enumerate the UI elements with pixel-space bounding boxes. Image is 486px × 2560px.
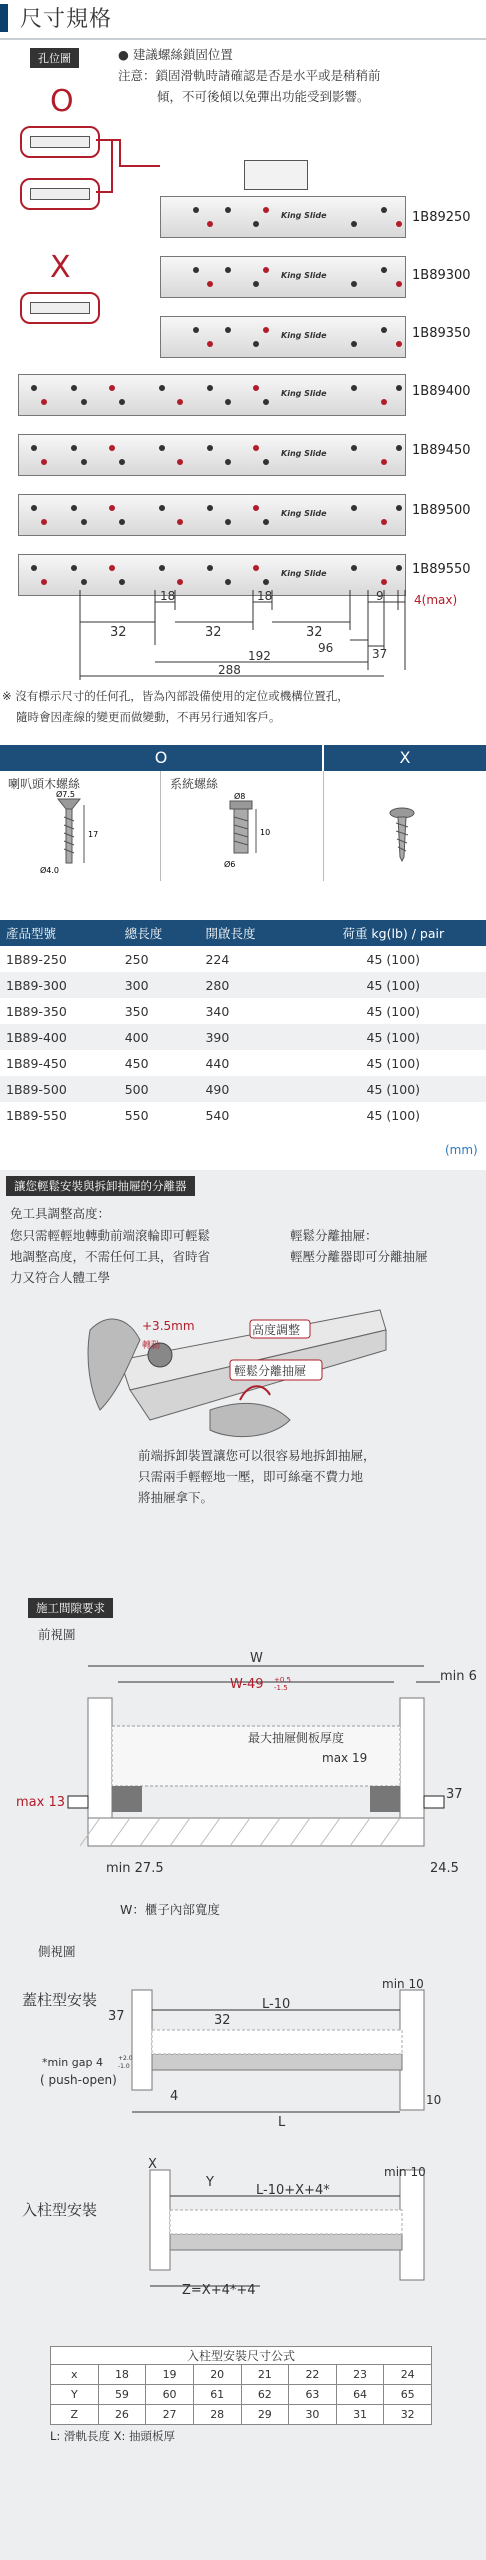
s2-diameter: Ø8: [234, 792, 246, 801]
slide-rail-5: [18, 434, 406, 476]
formula-cell: 27: [146, 2405, 194, 2425]
spec-cell: 45 (100): [366, 1107, 421, 1123]
mount-hole: [159, 385, 165, 391]
mount-hole: [71, 565, 77, 571]
mount-hole: [31, 385, 37, 391]
mount-hole: [109, 445, 115, 451]
dim-32b: 32: [205, 625, 222, 640]
mount-hole: [177, 459, 183, 465]
install-para-line3: 將抽屜拿下。: [138, 1490, 214, 1505]
mount-hole: [159, 505, 165, 511]
formula-title: 入柱型安裝尺寸公式: [50, 2346, 432, 2366]
install-col1-line2: 地調整高度，不需任何工具，省時省: [10, 1249, 211, 1264]
screw-wood-label: 喇叭頭木螺絲: [8, 777, 81, 791]
callout-rotate: 轉動: [142, 1341, 161, 1351]
footnote-line1: ※ 沒有標示尺寸的任何孔，皆為內部設備使用的定位或機構位置孔，: [2, 689, 349, 703]
spec-cell: 280: [199, 972, 300, 998]
spec-cell: 540: [205, 1107, 230, 1123]
spec-cell: 1B89-400: [0, 1024, 119, 1050]
spec-cell: 340: [205, 1003, 230, 1019]
mount-hole: [119, 459, 125, 465]
dim-max13: max 13: [16, 1795, 65, 1810]
slide-brand-label: King Slide: [281, 271, 327, 280]
spec-cell: 45 (100): [366, 1055, 421, 1071]
dim-min10b: min 10: [384, 2165, 426, 2179]
mount-hole: [381, 207, 387, 213]
spec-cell: 300: [119, 972, 200, 998]
mount-hole: [71, 445, 77, 451]
gap-sub: -1.0: [118, 2063, 130, 2070]
dim-10: 10: [426, 2093, 442, 2107]
mount-hole: [396, 505, 402, 511]
spec-row: [0, 1024, 486, 1050]
mount-hole: [263, 267, 269, 273]
model-label-2: 1B89300: [412, 268, 471, 283]
formula-cell: 30: [289, 2405, 337, 2425]
mount-hole: [109, 385, 115, 391]
mount-hole: [351, 505, 357, 511]
formula-cell: 31: [336, 2405, 384, 2425]
formula-cell: 19: [146, 2365, 194, 2385]
inset-install-title: 入柱型安裝: [22, 2201, 98, 2219]
mount-hole: [253, 565, 259, 571]
front-view-diagram: [0, 1646, 486, 1886]
mount-hole: [159, 565, 165, 571]
mount-hole: [119, 579, 125, 585]
install-col2-title: 輕鬆分離抽屜：: [290, 1228, 378, 1243]
unit-label: (mm): [445, 1143, 478, 1157]
formula-cell: 28: [193, 2405, 241, 2425]
dim-Y: Y: [206, 2175, 214, 2190]
install-col1-line1: 您只需輕輕地轉動前端滾輪即可輕鬆: [10, 1228, 211, 1243]
slide-brand-label: King Slide: [281, 509, 327, 518]
mount-hole: [159, 445, 165, 451]
spec-cell: 45 (100): [366, 951, 421, 967]
formula-cell: 24: [384, 2365, 432, 2385]
pan-screw-icon: [380, 805, 430, 865]
spec-row: [0, 998, 486, 1024]
dim-min6: min 6: [440, 1669, 477, 1684]
formula-table: [50, 2364, 432, 2425]
dim-37: 37: [372, 647, 388, 661]
formula-row: [51, 2365, 432, 2385]
dim-min10a: min 10: [382, 1977, 424, 1991]
s2-length: 10: [260, 828, 271, 837]
mount-hole: [381, 459, 387, 465]
mount-hole: [177, 399, 183, 405]
dim-96: 96: [318, 641, 334, 655]
formula-cell: 23: [336, 2365, 384, 2385]
mount-hole: [109, 565, 115, 571]
mount-hole: [381, 579, 387, 585]
spec-cell: 550: [124, 1107, 149, 1123]
spec-cell: 45 (100): [301, 1076, 486, 1102]
formula-cell: 29: [241, 2405, 289, 2425]
caution-line2: 傾，不可後傾以免彈出功能受到影響。: [157, 89, 370, 104]
mount-hole: [119, 399, 125, 405]
mount-hole: [207, 565, 213, 571]
mount-hole: [263, 579, 269, 585]
mount-hole: [253, 221, 259, 227]
mount-hole: [225, 267, 231, 273]
spec-cell: 224: [205, 951, 230, 967]
mount-hole: [253, 385, 259, 391]
page-title: 尺寸規格: [20, 7, 113, 32]
mount-hole: [381, 399, 387, 405]
mount-hole: [225, 327, 231, 333]
s1-shank: Ø4.0: [40, 866, 60, 875]
hole-diagram-tag: 孔位圖: [30, 48, 79, 68]
mount-hole: [263, 519, 269, 525]
slide-rail-1: [160, 196, 406, 238]
mount-hole: [109, 505, 115, 511]
mount-hole: [41, 579, 47, 585]
bullet-text: 建議螺絲鎖固位置: [132, 47, 233, 62]
slide-brand-label: King Slide: [281, 211, 327, 220]
spec-cell: 45 (100): [301, 972, 486, 998]
mount-hole: [177, 579, 183, 585]
push-open: ( push-open): [40, 2073, 117, 2087]
mount-hole: [31, 445, 37, 451]
mount-hole: [396, 445, 402, 451]
slide-rail-3: [160, 316, 406, 358]
dimension-diagram: [0, 590, 486, 680]
construction-banner: 施工間隙要求: [28, 1598, 113, 1618]
spec-cell: 400: [119, 1024, 200, 1050]
formula-cell: 64: [336, 2385, 384, 2405]
dim-4max: 4(max): [414, 593, 458, 607]
dim-192: 192: [248, 649, 271, 663]
dim-32a: 32: [110, 625, 127, 640]
screw-col-ok: O: [0, 745, 322, 771]
caution-line1: 鎖固滑軌時請確認是否是水平或是稍稍前: [155, 68, 381, 83]
spec-row: [0, 972, 486, 998]
formula-row: [51, 2385, 432, 2405]
model-label-7: 1B89550: [412, 562, 471, 577]
model-label-5: 1B89450: [412, 443, 471, 458]
spec-row: [0, 946, 486, 972]
mount-hole: [177, 519, 183, 525]
callout-height: 高度調整: [252, 1323, 301, 1337]
slide-rail-4: [18, 374, 406, 416]
mount-hole: [71, 505, 77, 511]
mount-hole: [396, 385, 402, 391]
footnote-line2: 隨時會因產線的變更而做變動，不再另行通知客戶。: [16, 710, 281, 724]
spec-cell: 500: [119, 1076, 200, 1102]
mount-hole: [351, 281, 357, 287]
spec-row: [0, 1076, 486, 1102]
mount-hole: [253, 445, 259, 451]
w-description: W：櫃子內部寬度: [120, 1902, 220, 1917]
formula-cell: 61: [193, 2385, 241, 2405]
dim-L10: L-10: [262, 1997, 291, 2012]
dim-4: 4: [170, 2089, 179, 2104]
install-col1-line3: 力又符合人體工學: [10, 1270, 111, 1285]
recommended-screw-note: ● 建議螺絲鎖固位置: [118, 47, 233, 62]
formula-cell: 18: [98, 2365, 146, 2385]
spec-cell: 1B89-250: [6, 951, 67, 967]
mount-hole: [193, 327, 199, 333]
separator-illustration: [90, 1300, 390, 1440]
spec-h-load: 荷重 kg(lb) / pair: [301, 920, 486, 946]
inset-side-diagram: [0, 2157, 486, 2300]
mount-hole: [81, 459, 87, 465]
mount-hole: [193, 207, 199, 213]
slide-brand-label: King Slide: [281, 569, 327, 578]
s2-shank: Ø6: [224, 860, 236, 869]
mount-hole: [207, 505, 213, 511]
mount-hole: [351, 445, 357, 451]
dim-side-thickness: 最大抽屜側板厚度: [248, 1731, 345, 1745]
dim-min275: min 27.5: [106, 1861, 164, 1876]
mount-hole: [396, 221, 402, 227]
dim-18a: 18: [160, 589, 176, 603]
dim-W: W: [250, 1651, 263, 1666]
spec-row: [0, 1050, 486, 1076]
mount-hole: [207, 281, 213, 287]
ng-mark: X: [50, 250, 71, 285]
slide-brand-label: King Slide: [281, 449, 327, 458]
connector-lines: [0, 120, 180, 220]
model-label-3: 1B89350: [412, 326, 471, 341]
spec-cell: 490: [199, 1076, 300, 1102]
formula-cell: x: [51, 2365, 99, 2385]
spec-cell: 1B89-500: [0, 1076, 119, 1102]
title-accent-bar: [0, 4, 8, 32]
mount-hole: [41, 519, 47, 525]
mount-hole: [351, 221, 357, 227]
s1-length: 17: [88, 830, 99, 839]
dim-Zexpr: Z=X+4*+4: [182, 2283, 256, 2298]
spec-cell: 1B89-450: [6, 1055, 67, 1071]
install-col1-title: 免工具調整高度：: [10, 1206, 111, 1221]
callout-separate: 輕鬆分離抽屜: [234, 1364, 307, 1378]
dim-18b: 18: [257, 589, 273, 603]
page-header: [0, 0, 486, 40]
mount-hole: [193, 267, 199, 273]
formula-cell: 62: [241, 2385, 289, 2405]
mount-hole: [253, 341, 259, 347]
mount-hole: [263, 399, 269, 405]
mount-hole: [381, 519, 387, 525]
formula-cell: 63: [289, 2385, 337, 2405]
screw-col-ng: X: [324, 745, 486, 771]
formula-cell: Z: [51, 2405, 99, 2425]
dim-W49-sup: +0.5: [274, 1676, 291, 1684]
mount-hole: [225, 207, 231, 213]
formula-cell: 22: [289, 2365, 337, 2385]
dim-32c: 32: [306, 625, 323, 640]
mount-hole: [253, 281, 259, 287]
mount-hole: [253, 505, 259, 511]
mount-hole: [71, 385, 77, 391]
dim-Lexpr: L-10+X+4*: [256, 2183, 330, 2198]
mount-hole: [396, 341, 402, 347]
mount-hole: [263, 207, 269, 213]
side-view-title: 側視圖: [38, 1944, 76, 1959]
spec-header-row: [0, 920, 486, 946]
mount-hole: [41, 399, 47, 405]
model-label-6: 1B89500: [412, 503, 471, 518]
dim-W49-sub: -1.5: [274, 1684, 288, 1692]
spec-cell: 1B89-350: [6, 1003, 67, 1019]
spec-cell: 450: [124, 1055, 149, 1071]
title-divider: [0, 38, 486, 40]
mount-hole: [207, 445, 213, 451]
mount-hole: [225, 459, 231, 465]
ng-slide-icon: [20, 292, 100, 324]
mount-hole: [207, 341, 213, 347]
spec-h-open: 開啟長度: [199, 920, 300, 946]
formula-legend: L: 滑軌長度 X: 抽頭板厚: [50, 2429, 175, 2443]
spec-cell: 45 (100): [366, 1003, 421, 1019]
dim-32: 32: [214, 2013, 231, 2028]
mount-hole: [263, 327, 269, 333]
slide-brand-label: King Slide: [281, 331, 327, 340]
mount-hole: [396, 281, 402, 287]
mount-hole: [263, 459, 269, 465]
mount-hole: [351, 341, 357, 347]
model-label-4: 1B89400: [412, 384, 471, 399]
mount-hole: [396, 565, 402, 571]
wood-screw-icon: [40, 790, 110, 875]
slide-rail-2: [160, 256, 406, 298]
spec-cell: 1B89-300: [0, 972, 119, 998]
overlay-side-diagram: [0, 1977, 486, 2130]
dim-X: X: [148, 2157, 157, 2172]
rear-bracket: [244, 160, 308, 190]
formula-cell: Y: [51, 2385, 99, 2405]
caution-note: [118, 66, 381, 86]
mount-hole: [381, 327, 387, 333]
mount-hole: [81, 399, 87, 405]
dim-37: 37: [446, 1787, 463, 1802]
spec-cell: 1B89-550: [6, 1107, 67, 1123]
mount-hole: [381, 267, 387, 273]
dim-L: L: [278, 2115, 286, 2130]
mount-hole: [31, 565, 37, 571]
dim-245: 24.5: [430, 1861, 459, 1876]
callout-plus35: +3.5mm: [142, 1319, 195, 1333]
formula-cell: 59: [98, 2385, 146, 2405]
slide-brand-label: King Slide: [281, 389, 327, 398]
mount-hole: [225, 399, 231, 405]
caution-label: 注意：: [118, 68, 156, 83]
spec-table: [0, 920, 486, 1128]
mount-hole: [31, 505, 37, 511]
mount-hole: [41, 459, 47, 465]
gap-sup: +2.0: [118, 2055, 133, 2062]
dim-9: 9: [376, 589, 384, 603]
front-view-title: 前視圖: [38, 1627, 76, 1642]
spec-cell: 390: [199, 1024, 300, 1050]
mount-hole: [81, 519, 87, 525]
min-gap: *min gap 4: [42, 2056, 103, 2069]
spec-cell: 350: [124, 1003, 149, 1019]
dim-max19: max 19: [322, 1751, 368, 1765]
install-col2-line1: 輕壓分離器即可分離抽屜: [290, 1249, 428, 1264]
dim-288: 288: [218, 663, 241, 677]
mount-hole: [351, 385, 357, 391]
s1-diameter: Ø7.5: [56, 790, 76, 799]
install-banner: 讓您輕鬆安裝與拆卸抽屜的分離器: [6, 1176, 195, 1196]
dim-W49: W-49: [230, 1677, 264, 1692]
spec-row: [0, 1102, 486, 1128]
mount-hole: [351, 565, 357, 571]
spec-cell: 440: [205, 1055, 230, 1071]
mount-hole: [225, 579, 231, 585]
mount-hole: [119, 519, 125, 525]
formula-cell: 26: [98, 2405, 146, 2425]
formula-cell: 20: [193, 2365, 241, 2385]
formula-row: [51, 2405, 432, 2425]
slide-rail-6: [18, 494, 406, 536]
formula-cell: 60: [146, 2385, 194, 2405]
formula-cell: 21: [241, 2365, 289, 2385]
install-para-line2: 只需兩手輕輕地一壓，即可絲毫不費力地: [138, 1469, 364, 1484]
spec-h-model: 產品型號: [0, 920, 119, 946]
spec-cell: 250: [124, 951, 149, 967]
mount-hole: [207, 221, 213, 227]
system-screw-icon: [210, 792, 280, 875]
spec-h-length: 總長度: [119, 920, 200, 946]
spec-cell: 45 (100): [301, 1024, 486, 1050]
overlay-install-title: 蓋柱型安裝: [22, 1991, 98, 2009]
formula-cell: 32: [384, 2405, 432, 2425]
mount-hole: [207, 385, 213, 391]
screw-system-label: 系統螺絲: [170, 777, 219, 791]
mount-hole: [225, 519, 231, 525]
model-label-1: 1B89250: [412, 210, 471, 225]
dim-37b: 37: [108, 2009, 125, 2024]
install-para-line1: 前端拆卸裝置讓您可以很容易地拆卸抽屜，: [138, 1448, 376, 1463]
formula-cell: 65: [384, 2385, 432, 2405]
mount-hole: [81, 579, 87, 585]
ok-mark: O: [50, 84, 74, 119]
